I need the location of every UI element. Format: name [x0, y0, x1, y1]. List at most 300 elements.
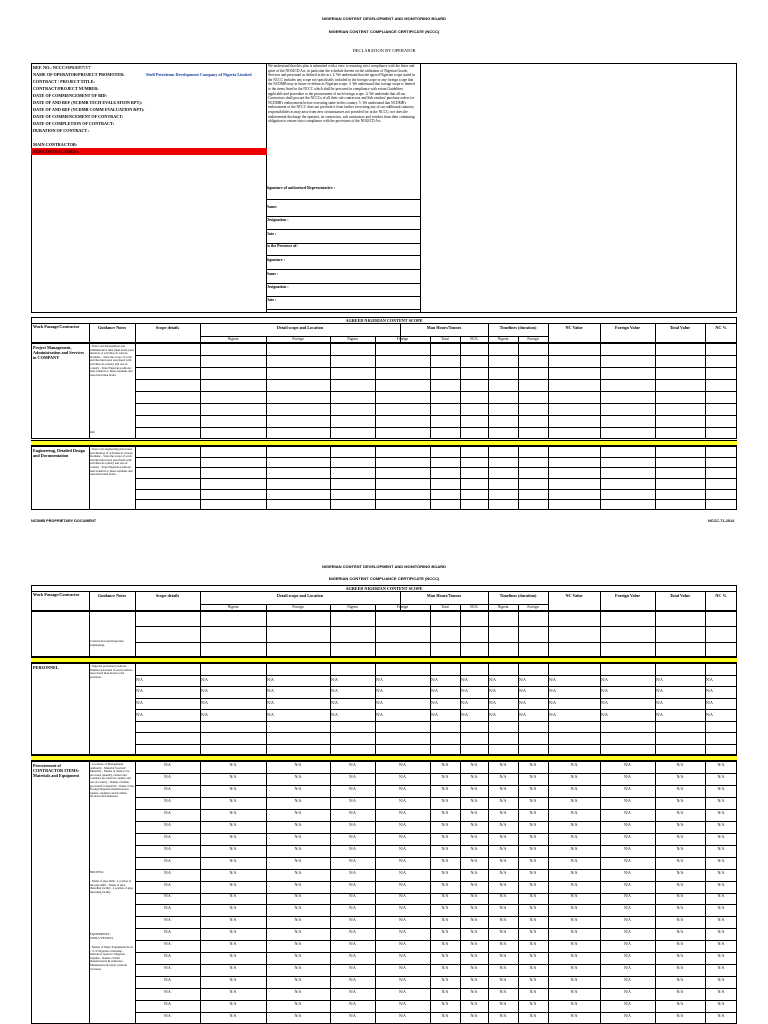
na-cell: N/A — [349, 929, 356, 935]
na-cell: N/A — [529, 809, 537, 815]
na-cell: N/A — [570, 762, 578, 767]
na-cell: N/A — [499, 929, 507, 935]
na-cell: N/A — [706, 700, 713, 705]
column-header: NC % — [715, 593, 727, 598]
na-cell: N/A — [441, 1012, 449, 1018]
guidance-ref: Ref: — [90, 430, 96, 434]
na-cell: N/A — [676, 773, 684, 779]
column-header: Work Passage/Contractor — [33, 592, 80, 597]
na-cell: N/A — [529, 917, 537, 923]
na-cell: N/A — [294, 773, 302, 779]
man-subheader: Foreign — [396, 337, 409, 341]
na-cell: N/A — [624, 797, 631, 803]
na-cell: N/A — [624, 929, 631, 935]
guidance-note: - Name of pipe mills - Location of the pipe mills - Name of pipe threading facility - Location of pipe threading facility. — [90, 879, 133, 894]
na-cell: N/A — [229, 953, 237, 959]
na-cell: N/A — [717, 809, 725, 815]
na-cell: N/A — [676, 797, 684, 803]
na-cell: N/A — [164, 797, 171, 803]
na-cell: N/A — [229, 881, 237, 887]
rule — [135, 478, 737, 479]
na-cell: N/A — [164, 833, 171, 839]
rule — [548, 611, 549, 657]
rule — [135, 686, 737, 687]
na-cell: N/A — [267, 700, 274, 705]
na-cell: N/A — [529, 965, 537, 971]
na-cell: N/A — [331, 677, 338, 682]
na-cell: N/A — [676, 989, 684, 995]
na-cell: N/A — [431, 688, 438, 693]
rule — [655, 323, 656, 343]
na-cell: N/A — [717, 941, 725, 947]
na-cell: N/A — [570, 809, 578, 815]
na-cell: N/A — [499, 917, 507, 923]
rule — [135, 457, 737, 458]
rule — [135, 591, 136, 611]
rule — [330, 604, 331, 611]
na-cell: N/A — [601, 677, 608, 682]
na-cell: N/A — [294, 881, 302, 887]
na-cell: N/A — [136, 688, 143, 693]
na-cell: N/A — [570, 845, 578, 851]
rule — [375, 611, 376, 657]
na-cell: N/A — [294, 977, 302, 983]
na-cell: N/A — [519, 712, 526, 717]
na-cell: N/A — [676, 893, 684, 899]
na-cell: N/A — [549, 677, 556, 682]
na-cell: N/A — [499, 845, 507, 851]
na-cell: N/A — [624, 833, 631, 839]
declaration-text: We understand that this plan is submitted with a view to ensuring strict compliance with the letter and spirit of the NOGICD Act, in particular the schedule therein on the utilisation of Nigerian Goods, Services and personnel as defined in the act. 2. We understand that the agreed Nigerian scope stated in the NCCC includes any scope not specifically included in the foreign scope or any foreign scope that the NCDMB may in future re-define as Nigerian scope. 3. We understand that foreign scope is limited to the items listed in the NCCC which shall be procured in compliance with extant Guidelines applicable and procedure to the procurement of such foreign scope. 4. We undertake that all our Contractors shall procure the NCCCs of all their sub contractors and Sub vendors' purchase orders for NCDMB's endorsement before executing same in this country. 5. We understand that NCDMB's endorsement of the NCCC does not preclude it from further exercising any of our additional statutory responsibilities as may arise from new circumstances not provided for in the NCCC; nor does the endorsement discharge the operator, its contractors, sub contractors and vendors from their continuing obligation to ensure strict compliance with the provisions of the NOGICD Act. — [268, 64, 416, 124]
na-cell: N/A — [499, 977, 507, 983]
na-cell: N/A — [399, 929, 406, 935]
rule — [518, 336, 519, 343]
rule — [705, 611, 706, 657]
na-cell: N/A — [529, 785, 537, 791]
na-cell: N/A — [499, 989, 507, 995]
na-cell: N/A — [441, 941, 449, 947]
field-label: DATE OF AND REF (NCDMB TECH EVALUATION RPT): — [33, 100, 143, 105]
na-cell: N/A — [489, 700, 496, 705]
column-header: Scope details — [155, 325, 180, 330]
na-cell: N/A — [676, 809, 684, 815]
guidance-note: - Nigerian personnel positions. - Number personnel in each position - Associated man-hours to the positions. — [90, 664, 134, 679]
na-cell: N/A — [470, 881, 478, 887]
na-cell: N/A — [570, 953, 578, 959]
rule — [135, 467, 737, 468]
na-cell: N/A — [470, 917, 478, 923]
na-cell: N/A — [267, 677, 274, 682]
na-cell: N/A — [570, 929, 578, 935]
na-cell: N/A — [676, 953, 684, 959]
na-cell: N/A — [624, 821, 631, 827]
column-header: NC Value — [565, 325, 583, 330]
na-cell: N/A — [399, 833, 406, 839]
column-header: Total Value — [669, 325, 691, 330]
na-cell: N/A — [470, 809, 478, 815]
column-header: Foreign Value — [615, 325, 640, 330]
na-cell: N/A — [441, 762, 449, 767]
rule — [548, 323, 549, 343]
na-cell: N/A — [676, 869, 684, 875]
na-cell: N/A — [399, 845, 406, 851]
na-cell: N/A — [470, 845, 478, 851]
na-cell: N/A — [570, 905, 578, 911]
na-cell: N/A — [624, 845, 631, 851]
na-cell: N/A — [164, 917, 171, 923]
na-cell: N/A — [164, 881, 171, 887]
na-cell: N/A — [294, 809, 302, 815]
na-cell: N/A — [376, 677, 383, 682]
na-cell: N/A — [470, 762, 478, 767]
na-cell: N/A — [624, 917, 631, 923]
na-cell: N/A — [570, 1012, 578, 1018]
na-cell: N/A — [706, 712, 713, 717]
na-cell: N/A — [164, 785, 171, 791]
rule — [135, 391, 737, 392]
na-cell: N/A — [519, 700, 526, 705]
na-cell: N/A — [624, 773, 631, 779]
na-cell: N/A — [201, 677, 208, 682]
na-cell: N/A — [601, 688, 608, 693]
na-cell: N/A — [624, 785, 631, 791]
na-cell: N/A — [499, 773, 507, 779]
rule — [460, 336, 461, 343]
na-cell: N/A — [529, 881, 537, 887]
na-cell: N/A — [461, 677, 468, 682]
na-cell: N/A — [229, 869, 237, 875]
signature-field-7: Designation : — [266, 285, 420, 297]
na-cell: N/A — [529, 989, 537, 995]
column-header: Detail scope and Location — [276, 325, 324, 330]
na-cell: N/A — [570, 797, 578, 803]
na-cell: N/A — [399, 857, 406, 863]
section-procurement: Procurement of CONTRACTOR ITEMS: Materials and Equipment — [33, 763, 80, 778]
na-cell: N/A — [499, 965, 507, 971]
na-cell: N/A — [349, 797, 356, 803]
field-label: DATE OF COMMENCEMENT OF CONTRACT: — [33, 114, 124, 119]
na-cell: N/A — [399, 905, 406, 911]
na-cell: N/A — [294, 905, 302, 911]
na-cell: N/A — [267, 688, 274, 693]
column-header: Total Value — [669, 593, 691, 598]
rule — [518, 611, 519, 657]
section-personnel: PERSONNEL — [33, 665, 59, 670]
scope-title: AGREED NIGERIAN CONTENT SCOPE — [345, 586, 423, 591]
na-cell: N/A — [570, 977, 578, 983]
na-cell: N/A — [164, 965, 171, 971]
column-header: Scope details — [155, 593, 180, 598]
field-label: NAME OF OPERATOR/PROJECT PROMOTER: — [33, 72, 125, 77]
na-cell: N/A — [717, 857, 725, 863]
na-cell: N/A — [431, 712, 438, 717]
na-cell: N/A — [570, 1001, 578, 1006]
na-cell: N/A — [349, 857, 356, 863]
na-cell: N/A — [294, 941, 302, 947]
signature-field-3: Date : — [266, 232, 420, 244]
na-cell: N/A — [656, 677, 663, 682]
detail-subheader: Nigeria — [227, 337, 239, 341]
na-cell: N/A — [349, 821, 356, 827]
na-cell: N/A — [294, 845, 302, 851]
na-cell: N/A — [499, 941, 507, 947]
na-cell: N/A — [399, 977, 406, 983]
field-label: MAIN CONTRACTOR: — [33, 142, 78, 147]
rule — [135, 323, 136, 343]
field-label: DATE OF COMMENCEMENT OF BID: — [33, 93, 107, 98]
na-cell: N/A — [294, 785, 302, 791]
na-cell: N/A — [570, 941, 578, 947]
na-cell: N/A — [529, 905, 537, 911]
na-cell: N/A — [624, 1012, 631, 1018]
rule — [135, 489, 737, 490]
footer-proprietary: NCDMB PROPRIETARY DOCUMENT — [31, 519, 97, 523]
na-cell: N/A — [519, 688, 526, 693]
rule — [488, 611, 489, 657]
na-cell: N/A — [441, 977, 449, 983]
na-cell: N/A — [549, 712, 556, 717]
na-cell: N/A — [470, 1012, 478, 1018]
na-cell: N/A — [717, 762, 725, 767]
rule — [135, 698, 737, 699]
na-cell: N/A — [489, 712, 496, 717]
na-cell: N/A — [529, 869, 537, 875]
na-cell: N/A — [441, 797, 449, 803]
scope-title: AGREED NIGERIAN CONTENT SCOPE — [345, 318, 423, 323]
man-subheader: Nigeria — [347, 337, 358, 341]
rule — [135, 721, 737, 722]
na-cell: N/A — [470, 929, 478, 935]
na-cell: N/A — [570, 917, 578, 923]
na-cell: N/A — [441, 833, 449, 839]
signature-field-1: Name: — [266, 205, 420, 217]
na-cell: N/A — [229, 905, 237, 911]
rule — [135, 355, 737, 356]
na-cell: N/A — [717, 905, 725, 911]
na-cell: N/A — [441, 857, 449, 863]
na-cell: N/A — [676, 1012, 684, 1018]
rule — [600, 611, 601, 657]
na-cell: N/A — [164, 953, 171, 959]
na-cell: N/A — [164, 1012, 171, 1018]
na-cell: N/A — [164, 762, 171, 767]
rule — [266, 336, 267, 343]
rule — [200, 323, 201, 343]
na-cell: N/A — [676, 917, 684, 923]
rule — [135, 732, 737, 733]
na-cell: N/A — [499, 905, 507, 911]
na-cell: N/A — [164, 821, 171, 827]
na-cell: N/A — [676, 965, 684, 971]
na-cell: N/A — [499, 809, 507, 815]
field-label: DATE OF AND REF (NCDMB COMM EVALUATION RPT): — [33, 107, 145, 112]
na-cell: N/A — [441, 785, 449, 791]
man-subheader: Nigeria — [347, 605, 358, 609]
rule — [488, 323, 489, 343]
na-cell: N/A — [349, 845, 356, 851]
na-cell: N/A — [349, 1012, 356, 1018]
na-cell: N/A — [431, 677, 438, 682]
na-cell: N/A — [431, 700, 438, 705]
time-subheader: Nigeria — [497, 605, 509, 609]
na-cell: N/A — [529, 1012, 537, 1018]
na-cell: N/A — [529, 833, 537, 839]
section-engineering: Engineering, Detailed Design and Documentation — [33, 448, 85, 458]
na-cell: N/A — [294, 965, 302, 971]
na-cell: N/A — [489, 688, 496, 693]
na-cell: N/A — [499, 762, 507, 767]
na-cell: N/A — [441, 893, 449, 899]
certificate-title: NIGERIAN CONTENT COMPLIANCE CERTIFICATE (NCCC) — [328, 29, 440, 34]
na-cell: N/A — [441, 773, 449, 779]
na-cell: N/A — [229, 773, 237, 779]
rule — [31, 591, 737, 592]
na-cell: N/A — [399, 965, 406, 971]
na-cell: N/A — [164, 809, 171, 815]
na-cell: N/A — [601, 712, 608, 717]
rule — [430, 611, 431, 657]
na-cell: N/A — [229, 785, 237, 791]
na-cell: N/A — [349, 953, 356, 959]
na-cell: N/A — [470, 1001, 478, 1006]
na-cell: N/A — [441, 1001, 449, 1006]
na-cell: N/A — [349, 785, 356, 791]
na-cell: N/A — [717, 953, 725, 959]
na-cell: N/A — [570, 785, 578, 791]
rule — [655, 591, 656, 611]
na-cell: N/A — [399, 989, 406, 995]
na-cell: N/A — [376, 688, 383, 693]
na-cell: N/A — [601, 700, 608, 705]
rule — [135, 611, 136, 657]
na-cell: N/A — [349, 917, 356, 923]
na-cell: N/A — [441, 821, 449, 827]
na-cell: N/A — [349, 833, 356, 839]
column-header: Man Hours/Tonnes — [426, 325, 462, 330]
na-cell: N/A — [570, 869, 578, 875]
rule — [330, 336, 331, 343]
field-label: SUB-CONTRACTOR(S): — [33, 149, 80, 154]
na-cell: N/A — [499, 893, 507, 899]
na-cell: N/A — [399, 773, 406, 779]
column-header: Man Hours/Tonnes — [426, 593, 462, 598]
rule — [400, 591, 401, 611]
na-cell: N/A — [624, 941, 631, 947]
footer-code: NCCC-71-2014 — [708, 519, 735, 523]
na-cell: N/A — [529, 762, 537, 767]
na-cell: N/A — [441, 905, 449, 911]
na-cell: N/A — [349, 905, 356, 911]
na-cell: N/A — [399, 941, 406, 947]
equipment-label: EQUIPMENTS / TOOLS/VESSELS — [90, 932, 114, 940]
column-header: NC Value — [565, 593, 583, 598]
na-cell: N/A — [229, 1012, 237, 1018]
na-cell: N/A — [441, 953, 449, 959]
na-cell: N/A — [624, 965, 631, 971]
na-cell: N/A — [529, 929, 537, 935]
na-cell: N/A — [470, 869, 478, 875]
rule — [705, 323, 706, 343]
na-cell: N/A — [529, 953, 537, 959]
na-cell: N/A — [470, 905, 478, 911]
board-title-page2: NIGERIAN CONTENT DEVELOPMENT AND MONITORING BOARD — [321, 564, 446, 569]
na-cell: N/A — [717, 929, 725, 935]
man-subheader: NC% — [470, 337, 478, 341]
na-cell: N/A — [461, 688, 468, 693]
na-cell: N/A — [229, 917, 237, 923]
na-cell: N/A — [376, 712, 383, 717]
na-cell: N/A — [499, 1012, 507, 1018]
na-cell: N/A — [676, 785, 684, 791]
na-cell: N/A — [470, 857, 478, 863]
na-cell: N/A — [717, 821, 725, 827]
na-cell: N/A — [229, 941, 237, 947]
na-cell: N/A — [676, 977, 684, 983]
na-cell: N/A — [399, 809, 406, 815]
na-cell: N/A — [717, 797, 725, 803]
rule — [460, 604, 461, 611]
na-cell: N/A — [656, 700, 663, 705]
na-cell: N/A — [349, 809, 356, 815]
na-cell: N/A — [349, 941, 356, 947]
na-cell: N/A — [461, 700, 468, 705]
na-cell: N/A — [624, 869, 631, 875]
na-cell: N/A — [349, 965, 356, 971]
na-cell: N/A — [136, 700, 143, 705]
na-cell: N/A — [441, 929, 449, 935]
na-cell: N/A — [570, 893, 578, 899]
na-cell: N/A — [441, 869, 449, 875]
na-cell: N/A — [717, 845, 725, 851]
na-cell: N/A — [461, 712, 468, 717]
na-cell: N/A — [229, 762, 237, 767]
na-cell: N/A — [717, 773, 725, 779]
na-cell: N/A — [529, 797, 537, 803]
na-cell: N/A — [499, 881, 507, 887]
na-cell: N/A — [294, 833, 302, 839]
na-cell: N/A — [470, 989, 478, 995]
na-cell: N/A — [470, 821, 478, 827]
na-cell: N/A — [529, 821, 537, 827]
rule — [200, 591, 201, 611]
guidance-note: Construction and inspection engineering. — [90, 639, 124, 647]
na-cell: N/A — [676, 881, 684, 887]
na-cell: N/A — [499, 785, 507, 791]
detail-subheader: Foreign — [292, 605, 304, 609]
column-header: Timelines (duration) — [499, 593, 537, 598]
na-cell: N/A — [294, 953, 302, 959]
field-label: REF. NO.: NCCC/OPS/EP/7/7/7 — [33, 65, 91, 70]
na-cell: N/A — [676, 845, 684, 851]
na-cell: N/A — [349, 1001, 356, 1006]
na-cell: N/A — [441, 965, 449, 971]
na-cell: N/A — [201, 712, 208, 717]
na-cell: N/A — [570, 833, 578, 839]
na-cell: N/A — [136, 677, 143, 682]
guidance-note: - State total management and administrative time (man hours) and duration of activities in various modules. - State the scope of work and the man hours associated with activities in-country and out-of-country - State Nigerian positions/ task transfers to these residents and associated man hours. — [90, 344, 134, 377]
na-cell: N/A — [529, 773, 537, 779]
man-subheader: Foreign — [396, 605, 409, 609]
column-header: Detail scope and Location — [276, 593, 324, 598]
na-cell: N/A — [676, 857, 684, 863]
na-cell: N/A — [294, 1012, 302, 1018]
signature-field-6: Name : — [266, 272, 420, 284]
column-header: Work Passage/Contractor — [33, 324, 80, 329]
na-cell: N/A — [331, 712, 338, 717]
na-cell: N/A — [470, 953, 478, 959]
na-cell: N/A — [164, 1001, 171, 1006]
rule — [518, 604, 519, 611]
